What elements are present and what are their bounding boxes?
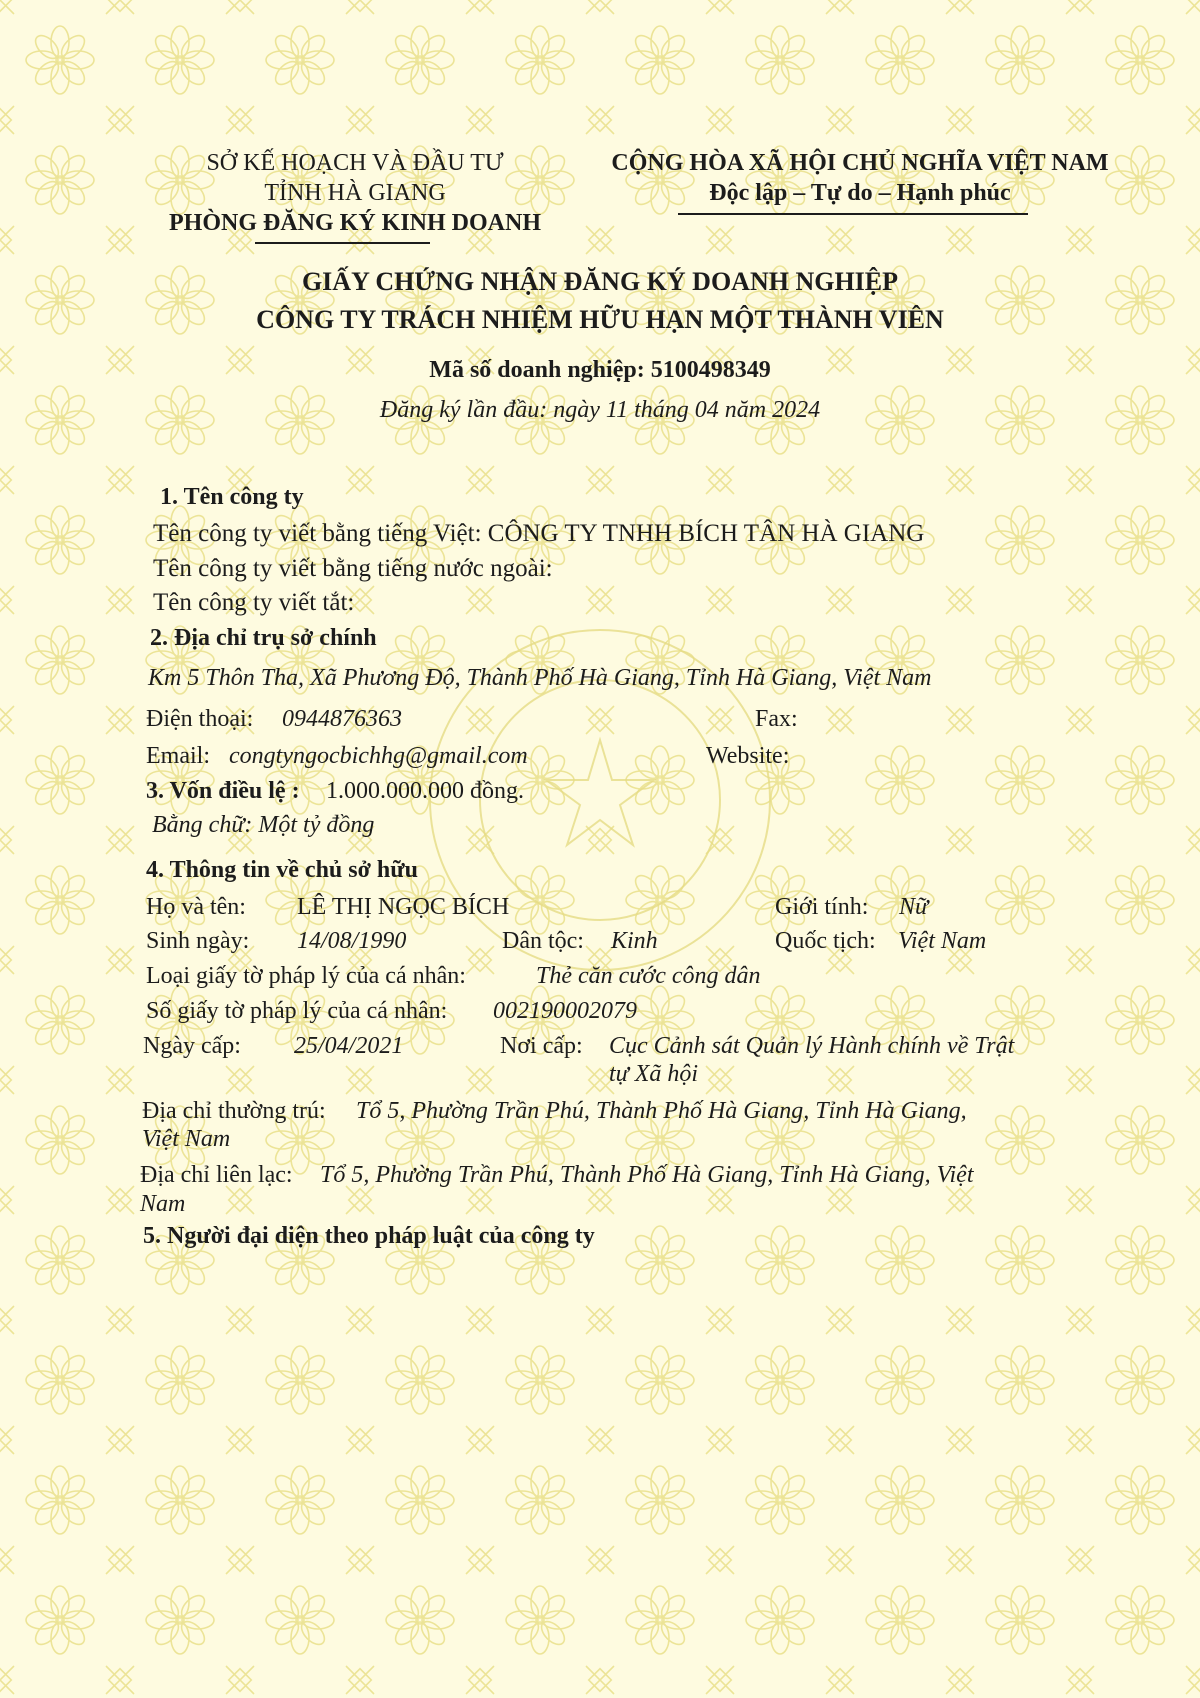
- permanent-address-line2: Việt Nam: [142, 1126, 231, 1152]
- header-province: TỈNH HÀ GIANG: [264, 180, 446, 206]
- website-label: Website:: [706, 743, 790, 769]
- section1-heading: 1. Tên công ty: [160, 484, 304, 510]
- gender-label: Giới tính:: [775, 894, 869, 920]
- owner-name-value: LÊ THỊ NGỌC BÍCH: [297, 894, 510, 920]
- gender-value: Nữ: [899, 894, 929, 920]
- fax-label: Fax:: [755, 706, 798, 732]
- first-registration-date: Đăng ký lần đầu: ngày 11 tháng 04 năm 2024: [379, 397, 821, 423]
- business-code: Mã số doanh nghiệp: 5100498349: [429, 357, 771, 383]
- owner-name-label: Họ và tên:: [146, 894, 246, 920]
- company-type: CÔNG TY TRÁCH NHIỆM HỮU HẠN MỘT THÀNH VIÊN: [256, 305, 944, 334]
- header-motto: Độc lập – Tự do – Hạnh phúc: [709, 180, 1011, 206]
- phone-label: Điện thoại:: [146, 706, 254, 732]
- header-right-underline: [678, 213, 1028, 215]
- email-label: Email:: [146, 743, 210, 769]
- section4-heading: 4. Thông tin về chủ sở hữu: [146, 857, 419, 883]
- ethnic-label: Dân tộc:: [502, 928, 584, 954]
- section5-heading: 5. Người đại diện theo pháp luật của công ty: [143, 1223, 595, 1249]
- nationality-label: Quốc tịch:: [775, 928, 876, 954]
- issue-place-line1: Cục Cảnh sát Quản lý Hành chính về Trật: [609, 1033, 1015, 1059]
- issue-date-value: 25/04/2021: [294, 1033, 404, 1059]
- head-office-address: Km 5 Thôn Tha, Xã Phương Độ, Thành Phố Hà Giang, Tỉnh Hà Giang, Việt Nam: [148, 665, 932, 691]
- contact-address-line2: Nam: [140, 1191, 186, 1217]
- dob-value: 14/08/1990: [297, 928, 407, 954]
- header-country: CỘNG HÒA XÃ HỘI CHỦ NGHĨA VIỆT NAM: [611, 150, 1109, 176]
- section3-heading: 3. Vốn điều lệ :: [146, 778, 300, 804]
- charter-capital: 1.000.000.000 đồng.: [326, 778, 524, 804]
- issue-place-line2: tự Xã hội: [609, 1061, 699, 1087]
- capital-in-words: Bằng chữ: Một tỷ đồng: [152, 812, 375, 838]
- contact-address-line1: Tổ 5, Phường Trần Phú, Thành Phố Hà Giang, Tỉnh Hà Giang, Việt: [320, 1162, 974, 1188]
- company-name-short: Tên công ty viết tắt:: [153, 589, 355, 616]
- ethnic-value: Kinh: [611, 928, 658, 954]
- email-value: congtyngocbichhg@gmail.com: [229, 743, 528, 769]
- id-number-value: 002190002079: [493, 998, 637, 1024]
- header-department: SỞ KẾ HOẠCH VÀ ĐẦU TƯ: [206, 150, 504, 176]
- id-type-value: Thẻ căn cước công dân: [536, 963, 761, 989]
- contact-address-label: Địa chỉ liên lạc:: [140, 1162, 293, 1188]
- id-type-label: Loại giấy tờ pháp lý của cá nhân:: [146, 963, 466, 989]
- id-number-label: Số giấy tờ pháp lý của cá nhân:: [146, 998, 448, 1024]
- header-office: PHÒNG ĐĂNG KÝ KINH DOANH: [169, 210, 541, 236]
- permanent-address-label: Địa chỉ thường trú:: [142, 1098, 326, 1124]
- section2-heading: 2. Địa chỉ trụ sở chính: [150, 625, 377, 651]
- header-left-underline: [255, 242, 430, 244]
- issue-date-label: Ngày cấp:: [143, 1033, 241, 1059]
- company-name-foreign: Tên công ty viết bằng tiếng nước ngoài:: [153, 555, 553, 582]
- permanent-address-line1: Tổ 5, Phường Trần Phú, Thành Phố Hà Giang, Tỉnh Hà Giang,: [356, 1098, 967, 1124]
- phone-value: 0944876363: [282, 706, 402, 732]
- document-title: GIẤY CHỨNG NHẬN ĐĂNG KÝ DOANH NGHIỆP: [301, 267, 899, 296]
- issue-place-label: Nơi cấp:: [500, 1033, 583, 1059]
- dob-label: Sinh ngày:: [146, 928, 250, 954]
- nationality-value: Việt Nam: [898, 928, 987, 954]
- company-name-vn: Tên công ty viết bằng tiếng Việt: CÔNG TY TNHH BÍCH TÂN HÀ GIANG: [153, 520, 925, 547]
